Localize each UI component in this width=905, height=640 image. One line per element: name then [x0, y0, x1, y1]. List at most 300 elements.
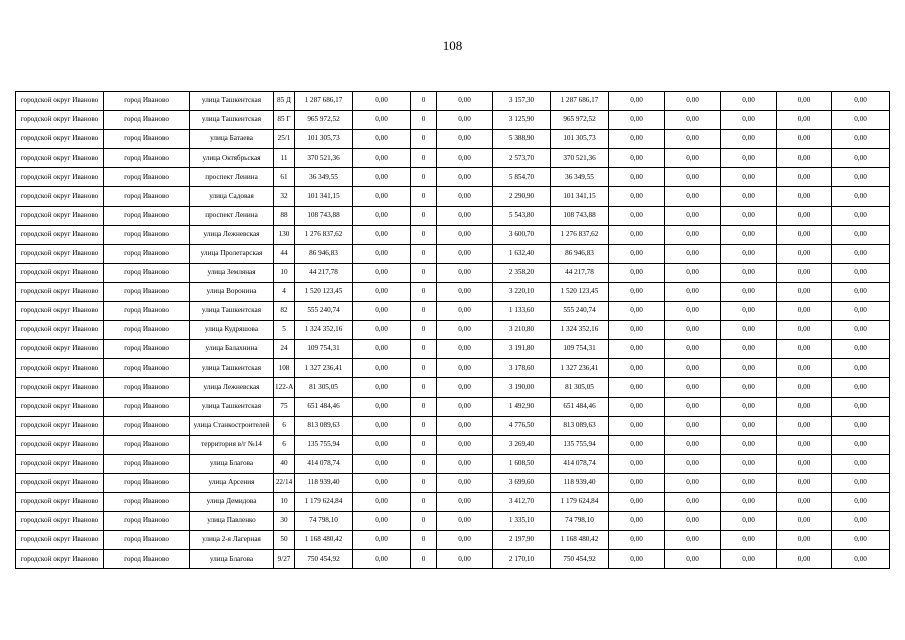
col-6-cell: 0,00 — [353, 130, 411, 149]
settlement-cell: город Иваново — [104, 473, 190, 492]
col-8-cell: 0,00 — [437, 531, 493, 550]
col-7-cell: 0 — [411, 340, 437, 359]
table-row — [16, 397, 890, 416]
house-number-cell: 24 — [274, 340, 295, 359]
total-cost-cell: 109 754,31 — [295, 340, 353, 359]
municipality-cell: городской округ Иваново — [16, 282, 104, 301]
col-14-cell: 0,00 — [777, 187, 832, 206]
settlement-cell: город Иваново — [104, 340, 190, 359]
table-row — [16, 225, 890, 244]
col-8-cell: 0,00 — [437, 492, 493, 511]
total-cost-cell: 555 240,74 — [295, 302, 353, 321]
area-cell: 2 573,70 — [493, 149, 551, 168]
col-15-cell: 0,00 — [832, 340, 890, 359]
col-11-cell: 0,00 — [609, 206, 665, 225]
data-table — [15, 91, 890, 569]
house-number-cell: 22/14 — [274, 473, 295, 492]
col-6-cell: 0,00 — [353, 206, 411, 225]
col-14-cell: 0,00 — [777, 550, 832, 569]
col-11-cell: 0,00 — [609, 111, 665, 130]
municipality-cell: городской округ Иваново — [16, 531, 104, 550]
municipality-cell: городской округ Иваново — [16, 225, 104, 244]
col-8-cell: 0,00 — [437, 454, 493, 473]
col-13-cell: 0,00 — [721, 378, 777, 397]
col-15-cell: 0,00 — [832, 206, 890, 225]
area-cell: 2 290,90 — [493, 187, 551, 206]
street-cell: улица Благова — [190, 454, 274, 473]
col-12-cell: 0,00 — [665, 111, 721, 130]
col-15-cell: 0,00 — [832, 263, 890, 282]
settlement-cell: город Иваново — [104, 397, 190, 416]
col-13-cell: 0,00 — [721, 512, 777, 531]
col-10-cell: 74 798,10 — [551, 512, 609, 531]
municipality-cell: городской округ Иваново — [16, 378, 104, 397]
col-6-cell: 0,00 — [353, 187, 411, 206]
table-row — [16, 454, 890, 473]
col-10-cell: 1 324 352,16 — [551, 321, 609, 340]
settlement-cell: город Иваново — [104, 149, 190, 168]
col-12-cell: 0,00 — [665, 512, 721, 531]
col-11-cell: 0,00 — [609, 130, 665, 149]
col-7-cell: 0 — [411, 359, 437, 378]
area-cell: 3 269,40 — [493, 435, 551, 454]
street-cell: улица Благова — [190, 550, 274, 569]
col-11-cell: 0,00 — [609, 454, 665, 473]
total-cost-cell: 81 305,05 — [295, 378, 353, 397]
settlement-cell: город Иваново — [104, 168, 190, 187]
col-8-cell: 0,00 — [437, 378, 493, 397]
col-8-cell: 0,00 — [437, 397, 493, 416]
col-7-cell: 0 — [411, 397, 437, 416]
col-13-cell: 0,00 — [721, 340, 777, 359]
settlement-cell: город Иваново — [104, 550, 190, 569]
total-cost-cell: 1 179 624,84 — [295, 492, 353, 511]
col-10-cell: 1 520 123,45 — [551, 282, 609, 301]
house-number-cell: 11 — [274, 149, 295, 168]
municipality-cell: городской округ Иваново — [16, 435, 104, 454]
settlement-cell: город Иваново — [104, 111, 190, 130]
house-number-cell: 130 — [274, 225, 295, 244]
street-cell: проспект Ленина — [190, 168, 274, 187]
house-number-cell: 61 — [274, 168, 295, 187]
total-cost-cell: 1 276 837,62 — [295, 225, 353, 244]
col-14-cell: 0,00 — [777, 92, 832, 111]
col-6-cell: 0,00 — [353, 92, 411, 111]
col-13-cell: 0,00 — [721, 454, 777, 473]
col-12-cell: 0,00 — [665, 378, 721, 397]
col-6-cell: 0,00 — [353, 111, 411, 130]
col-7-cell: 0 — [411, 321, 437, 340]
col-11-cell: 0,00 — [609, 397, 665, 416]
house-number-cell: 122-А — [274, 378, 295, 397]
house-number-cell: 85 Г — [274, 111, 295, 130]
col-13-cell: 0,00 — [721, 149, 777, 168]
col-6-cell: 0,00 — [353, 416, 411, 435]
col-10-cell: 370 521,36 — [551, 149, 609, 168]
area-cell: 4 776,50 — [493, 416, 551, 435]
col-6-cell: 0,00 — [353, 263, 411, 282]
col-10-cell: 965 972,52 — [551, 111, 609, 130]
col-11-cell: 0,00 — [609, 244, 665, 263]
col-14-cell: 0,00 — [777, 397, 832, 416]
area-cell: 5 543,80 — [493, 206, 551, 225]
col-6-cell: 0,00 — [353, 225, 411, 244]
col-8-cell: 0,00 — [437, 340, 493, 359]
col-11-cell: 0,00 — [609, 92, 665, 111]
col-8-cell: 0,00 — [437, 225, 493, 244]
col-11-cell: 0,00 — [609, 435, 665, 454]
municipality-cell: городской округ Иваново — [16, 168, 104, 187]
col-6-cell: 0,00 — [353, 359, 411, 378]
col-10-cell: 555 240,74 — [551, 302, 609, 321]
house-number-cell: 9/27 — [274, 550, 295, 569]
col-7-cell: 0 — [411, 244, 437, 263]
col-6-cell: 0,00 — [353, 378, 411, 397]
col-10-cell: 414 078,74 — [551, 454, 609, 473]
area-cell: 3 412,70 — [493, 492, 551, 511]
settlement-cell: город Иваново — [104, 225, 190, 244]
municipality-cell: городской округ Иваново — [16, 492, 104, 511]
area-cell: 3 191,80 — [493, 340, 551, 359]
table-row — [16, 244, 890, 263]
col-13-cell: 0,00 — [721, 302, 777, 321]
col-14-cell: 0,00 — [777, 206, 832, 225]
col-10-cell: 1 179 624,84 — [551, 492, 609, 511]
col-11-cell: 0,00 — [609, 168, 665, 187]
col-15-cell: 0,00 — [832, 492, 890, 511]
table-row — [16, 416, 890, 435]
municipality-cell: городской округ Иваново — [16, 244, 104, 263]
table-row — [16, 187, 890, 206]
total-cost-cell: 86 946,83 — [295, 244, 353, 263]
street-cell: улица Пролетарская — [190, 244, 274, 263]
total-cost-cell: 1 324 352,16 — [295, 321, 353, 340]
col-6-cell: 0,00 — [353, 531, 411, 550]
table-row — [16, 359, 890, 378]
table-row — [16, 492, 890, 511]
table-row — [16, 168, 890, 187]
table-body — [16, 92, 890, 569]
area-cell: 3 157,30 — [493, 92, 551, 111]
area-cell: 2 358,20 — [493, 263, 551, 282]
col-14-cell: 0,00 — [777, 359, 832, 378]
col-7-cell: 0 — [411, 111, 437, 130]
street-cell: улица Павленко — [190, 512, 274, 531]
municipality-cell: городской округ Иваново — [16, 187, 104, 206]
col-12-cell: 0,00 — [665, 492, 721, 511]
col-12-cell: 0,00 — [665, 340, 721, 359]
col-7-cell: 0 — [411, 550, 437, 569]
house-number-cell: 25/1 — [274, 130, 295, 149]
col-14-cell: 0,00 — [777, 130, 832, 149]
street-cell: улица Земляная — [190, 263, 274, 282]
total-cost-cell: 74 798,10 — [295, 512, 353, 531]
col-14-cell: 0,00 — [777, 282, 832, 301]
col-13-cell: 0,00 — [721, 225, 777, 244]
col-6-cell: 0,00 — [353, 473, 411, 492]
table-row — [16, 340, 890, 359]
col-15-cell: 0,00 — [832, 397, 890, 416]
col-8-cell: 0,00 — [437, 187, 493, 206]
col-10-cell: 1 327 236,41 — [551, 359, 609, 378]
municipality-cell: городской округ Иваново — [16, 321, 104, 340]
col-7-cell: 0 — [411, 225, 437, 244]
street-cell: улица Лежневская — [190, 225, 274, 244]
street-cell: улица Батаева — [190, 130, 274, 149]
house-number-cell: 82 — [274, 302, 295, 321]
house-number-cell: 6 — [274, 435, 295, 454]
total-cost-cell: 135 755,94 — [295, 435, 353, 454]
col-8-cell: 0,00 — [437, 473, 493, 492]
col-14-cell: 0,00 — [777, 531, 832, 550]
col-10-cell: 81 305,05 — [551, 378, 609, 397]
col-7-cell: 0 — [411, 416, 437, 435]
col-7-cell: 0 — [411, 282, 437, 301]
col-13-cell: 0,00 — [721, 282, 777, 301]
col-10-cell: 44 217,78 — [551, 263, 609, 282]
col-7-cell: 0 — [411, 92, 437, 111]
col-13-cell: 0,00 — [721, 435, 777, 454]
col-6-cell: 0,00 — [353, 454, 411, 473]
col-6-cell: 0,00 — [353, 282, 411, 301]
col-11-cell: 0,00 — [609, 321, 665, 340]
col-10-cell: 101 341,15 — [551, 187, 609, 206]
col-11-cell: 0,00 — [609, 263, 665, 282]
col-10-cell: 86 946,83 — [551, 244, 609, 263]
house-number-cell: 88 — [274, 206, 295, 225]
col-11-cell: 0,00 — [609, 492, 665, 511]
table-row — [16, 321, 890, 340]
col-6-cell: 0,00 — [353, 512, 411, 531]
area-cell: 1 335,10 — [493, 512, 551, 531]
house-number-cell: 32 — [274, 187, 295, 206]
municipality-cell: городской округ Иваново — [16, 359, 104, 378]
col-12-cell: 0,00 — [665, 359, 721, 378]
col-8-cell: 0,00 — [437, 302, 493, 321]
street-cell: улица Арсения — [190, 473, 274, 492]
house-number-cell: 4 — [274, 282, 295, 301]
col-12-cell: 0,00 — [665, 244, 721, 263]
settlement-cell: город Иваново — [104, 512, 190, 531]
area-cell: 1 133,60 — [493, 302, 551, 321]
col-15-cell: 0,00 — [832, 111, 890, 130]
col-13-cell: 0,00 — [721, 111, 777, 130]
total-cost-cell: 101 341,15 — [295, 187, 353, 206]
col-8-cell: 0,00 — [437, 416, 493, 435]
col-13-cell: 0,00 — [721, 187, 777, 206]
area-cell: 3 699,60 — [493, 473, 551, 492]
street-cell: улица Демидова — [190, 492, 274, 511]
col-12-cell: 0,00 — [665, 416, 721, 435]
street-cell: улица Кудряшова — [190, 321, 274, 340]
total-cost-cell: 651 484,46 — [295, 397, 353, 416]
col-6-cell: 0,00 — [353, 397, 411, 416]
col-6-cell: 0,00 — [353, 244, 411, 263]
col-6-cell: 0,00 — [353, 149, 411, 168]
table-row — [16, 206, 890, 225]
col-11-cell: 0,00 — [609, 187, 665, 206]
municipality-cell: городской округ Иваново — [16, 149, 104, 168]
settlement-cell: город Иваново — [104, 92, 190, 111]
col-11-cell: 0,00 — [609, 359, 665, 378]
municipality-cell: городской округ Иваново — [16, 416, 104, 435]
municipality-cell: городской округ Иваново — [16, 340, 104, 359]
col-12-cell: 0,00 — [665, 225, 721, 244]
col-11-cell: 0,00 — [609, 149, 665, 168]
col-7-cell: 0 — [411, 263, 437, 282]
house-number-cell: 6 — [274, 416, 295, 435]
municipality-cell: городской округ Иваново — [16, 263, 104, 282]
total-cost-cell: 813 089,63 — [295, 416, 353, 435]
col-8-cell: 0,00 — [437, 168, 493, 187]
municipality-cell: городской округ Иваново — [16, 92, 104, 111]
col-10-cell: 108 743,88 — [551, 206, 609, 225]
col-12-cell: 0,00 — [665, 397, 721, 416]
table-row — [16, 111, 890, 130]
total-cost-cell: 44 217,78 — [295, 263, 353, 282]
col-10-cell: 750 454,92 — [551, 550, 609, 569]
col-8-cell: 0,00 — [437, 244, 493, 263]
col-13-cell: 0,00 — [721, 263, 777, 282]
col-15-cell: 0,00 — [832, 168, 890, 187]
col-14-cell: 0,00 — [777, 378, 832, 397]
col-12-cell: 0,00 — [665, 149, 721, 168]
municipality-cell: городской округ Иваново — [16, 473, 104, 492]
col-14-cell: 0,00 — [777, 149, 832, 168]
col-7-cell: 0 — [411, 149, 437, 168]
col-13-cell: 0,00 — [721, 359, 777, 378]
settlement-cell: город Иваново — [104, 416, 190, 435]
col-15-cell: 0,00 — [832, 416, 890, 435]
municipality-cell: городской округ Иваново — [16, 550, 104, 569]
col-7-cell: 0 — [411, 454, 437, 473]
settlement-cell: город Иваново — [104, 244, 190, 263]
street-cell: улица Лежневская — [190, 378, 274, 397]
table-row — [16, 92, 890, 111]
col-11-cell: 0,00 — [609, 302, 665, 321]
col-13-cell: 0,00 — [721, 531, 777, 550]
col-11-cell: 0,00 — [609, 340, 665, 359]
col-8-cell: 0,00 — [437, 130, 493, 149]
table-row — [16, 263, 890, 282]
col-8-cell: 0,00 — [437, 321, 493, 340]
col-7-cell: 0 — [411, 302, 437, 321]
col-13-cell: 0,00 — [721, 130, 777, 149]
col-7-cell: 0 — [411, 168, 437, 187]
street-cell: улица Воронина — [190, 282, 274, 301]
col-15-cell: 0,00 — [832, 531, 890, 550]
settlement-cell: город Иваново — [104, 130, 190, 149]
area-cell: 3 600,70 — [493, 225, 551, 244]
col-12-cell: 0,00 — [665, 454, 721, 473]
total-cost-cell: 108 743,88 — [295, 206, 353, 225]
settlement-cell: город Иваново — [104, 282, 190, 301]
col-13-cell: 0,00 — [721, 206, 777, 225]
street-cell: улица Октябрьская — [190, 149, 274, 168]
col-13-cell: 0,00 — [721, 244, 777, 263]
col-10-cell: 101 305,73 — [551, 130, 609, 149]
area-cell: 5 388,90 — [493, 130, 551, 149]
municipality-cell: городской округ Иваново — [16, 130, 104, 149]
col-12-cell: 0,00 — [665, 92, 721, 111]
col-15-cell: 0,00 — [832, 454, 890, 473]
col-15-cell: 0,00 — [832, 225, 890, 244]
col-12-cell: 0,00 — [665, 302, 721, 321]
col-8-cell: 0,00 — [437, 550, 493, 569]
street-cell: улица Ташкентская — [190, 397, 274, 416]
col-10-cell: 1 168 480,42 — [551, 531, 609, 550]
settlement-cell: город Иваново — [104, 321, 190, 340]
table-row — [16, 130, 890, 149]
col-13-cell: 0,00 — [721, 416, 777, 435]
col-14-cell: 0,00 — [777, 435, 832, 454]
municipality-cell: городской округ Иваново — [16, 512, 104, 531]
col-8-cell: 0,00 — [437, 263, 493, 282]
col-12-cell: 0,00 — [665, 168, 721, 187]
house-number-cell: 44 — [274, 244, 295, 263]
col-7-cell: 0 — [411, 187, 437, 206]
col-14-cell: 0,00 — [777, 321, 832, 340]
col-15-cell: 0,00 — [832, 473, 890, 492]
col-15-cell: 0,00 — [832, 244, 890, 263]
col-12-cell: 0,00 — [665, 282, 721, 301]
table-row — [16, 378, 890, 397]
area-cell: 3 178,60 — [493, 359, 551, 378]
street-cell: улица Ташкентская — [190, 302, 274, 321]
col-6-cell: 0,00 — [353, 168, 411, 187]
house-number-cell: 85 Д — [274, 92, 295, 111]
col-10-cell: 36 349,55 — [551, 168, 609, 187]
col-7-cell: 0 — [411, 130, 437, 149]
col-10-cell: 135 755,94 — [551, 435, 609, 454]
col-7-cell: 0 — [411, 435, 437, 454]
col-12-cell: 0,00 — [665, 263, 721, 282]
total-cost-cell: 118 939,40 — [295, 473, 353, 492]
street-cell: улица Садовая — [190, 187, 274, 206]
col-13-cell: 0,00 — [721, 550, 777, 569]
col-14-cell: 0,00 — [777, 168, 832, 187]
area-cell: 5 854,70 — [493, 168, 551, 187]
col-15-cell: 0,00 — [832, 282, 890, 301]
col-6-cell: 0,00 — [353, 435, 411, 454]
col-14-cell: 0,00 — [777, 340, 832, 359]
col-13-cell: 0,00 — [721, 321, 777, 340]
house-number-cell: 50 — [274, 531, 295, 550]
col-14-cell: 0,00 — [777, 244, 832, 263]
col-11-cell: 0,00 — [609, 225, 665, 244]
street-cell: улица Станкостроителей — [190, 416, 274, 435]
municipality-cell: городской округ Иваново — [16, 111, 104, 130]
table-row — [16, 473, 890, 492]
col-11-cell: 0,00 — [609, 512, 665, 531]
col-12-cell: 0,00 — [665, 531, 721, 550]
house-number-cell: 10 — [274, 263, 295, 282]
col-15-cell: 0,00 — [832, 435, 890, 454]
col-13-cell: 0,00 — [721, 473, 777, 492]
col-7-cell: 0 — [411, 492, 437, 511]
col-12-cell: 0,00 — [665, 206, 721, 225]
total-cost-cell: 965 972,52 — [295, 111, 353, 130]
col-11-cell: 0,00 — [609, 282, 665, 301]
col-10-cell: 109 754,31 — [551, 340, 609, 359]
page-number: 108 — [442, 38, 463, 53]
total-cost-cell: 370 521,36 — [295, 149, 353, 168]
total-cost-cell: 1 168 480,42 — [295, 531, 353, 550]
settlement-cell: город Иваново — [104, 378, 190, 397]
col-14-cell: 0,00 — [777, 454, 832, 473]
house-number-cell: 75 — [274, 397, 295, 416]
table-row — [16, 302, 890, 321]
